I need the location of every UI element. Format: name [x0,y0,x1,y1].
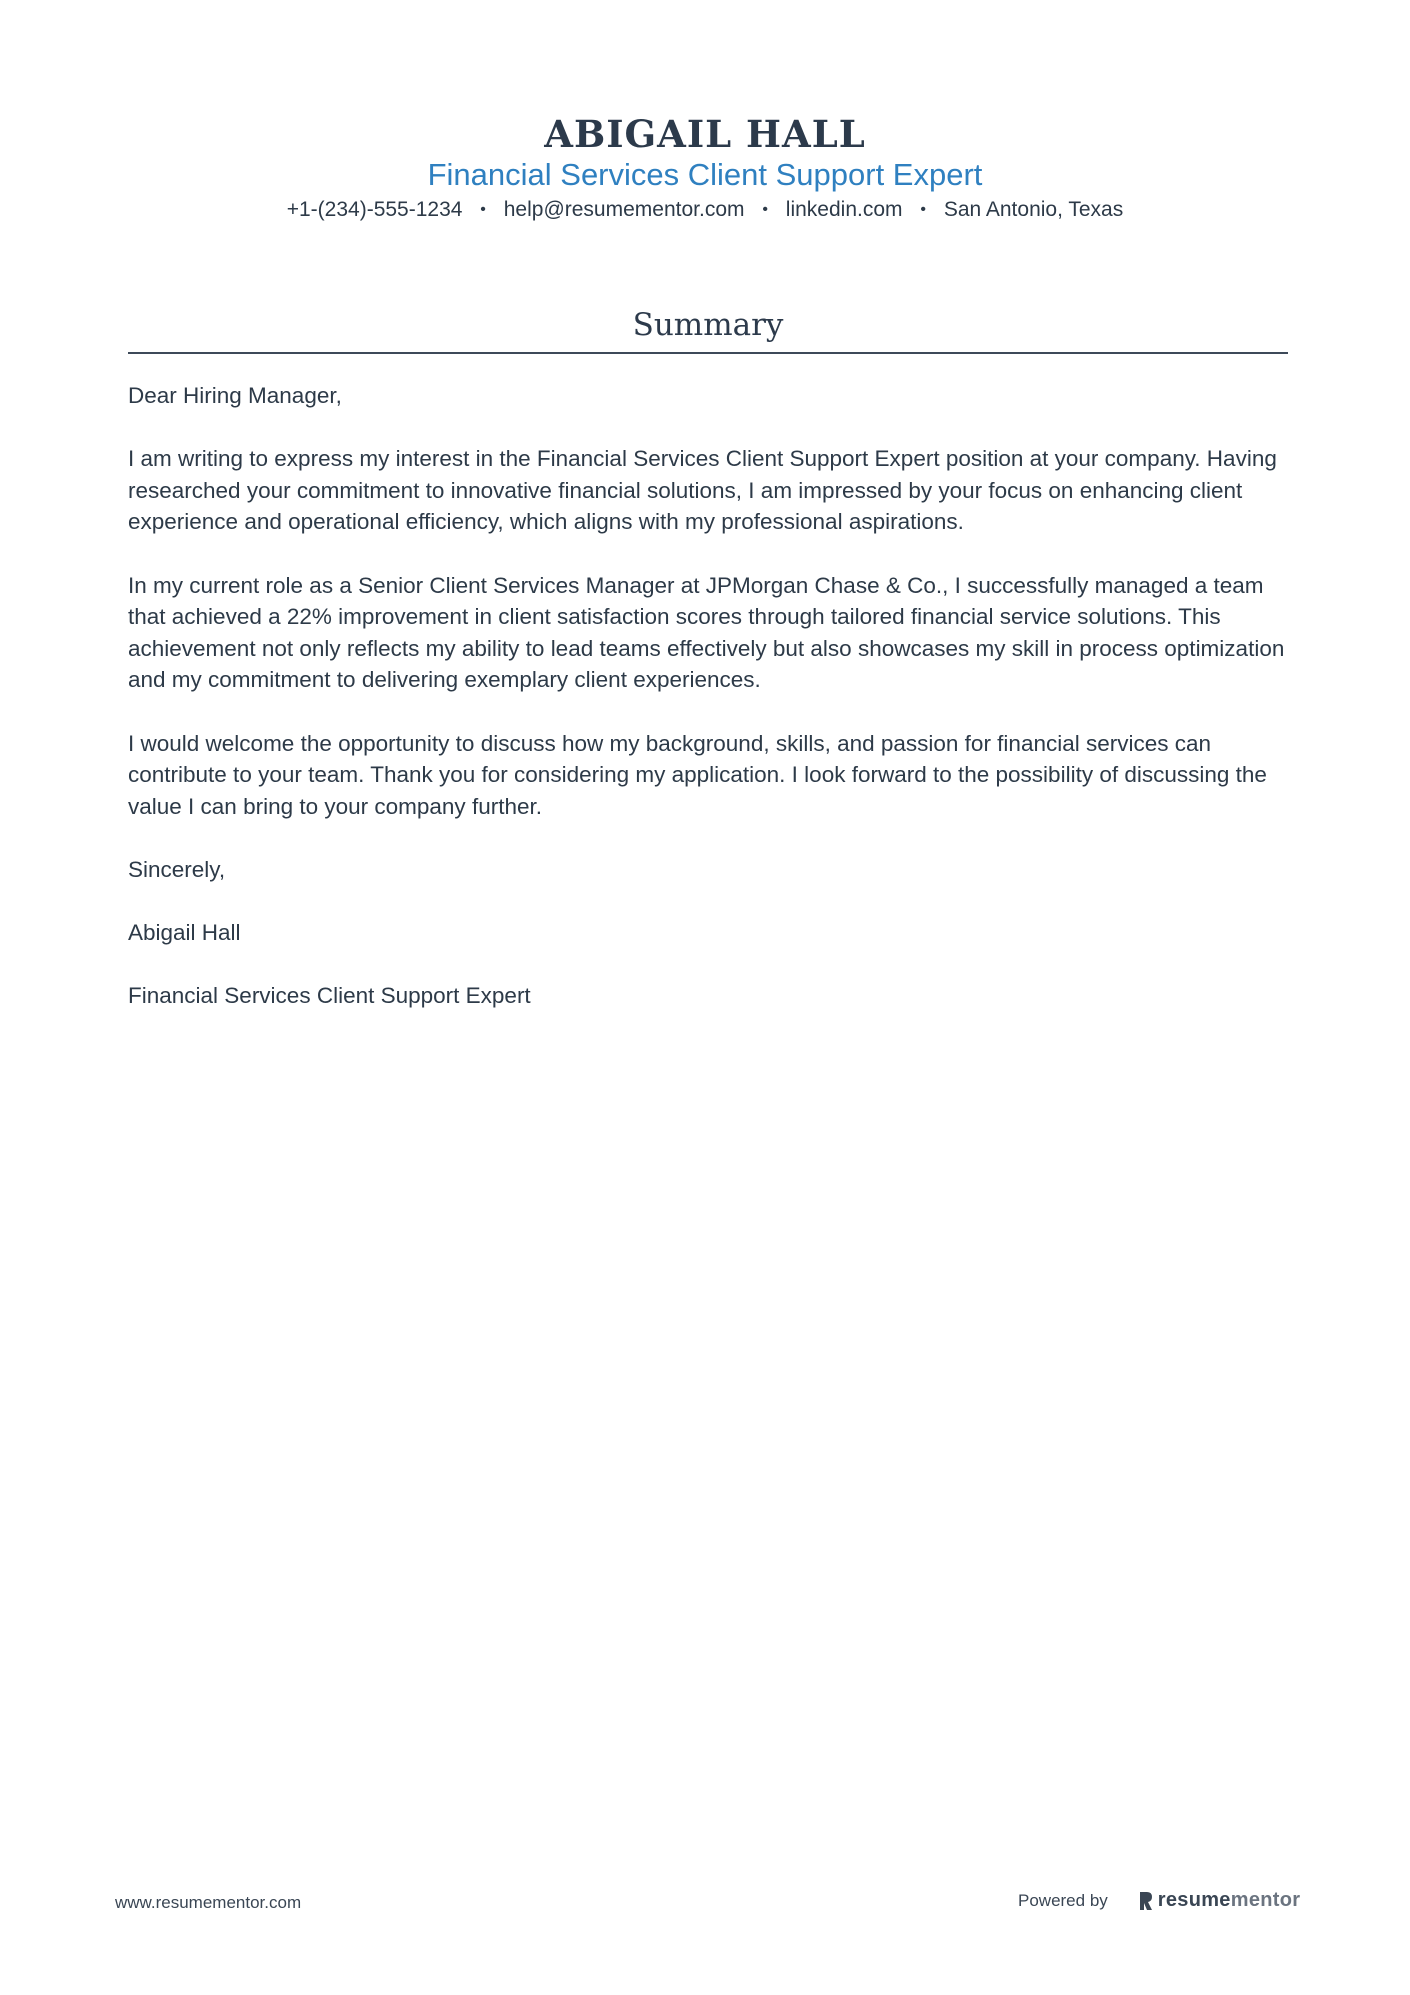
powered-by-label: Powered by [1018,1890,1108,1910]
contact-line [0,196,1410,224]
contact-separator: • [480,201,486,218]
letter-body [128,380,1293,1043]
letter-header [0,112,1410,224]
applicant-title: Financial Services Client Support Expert [427,157,983,192]
signature-title: Financial Services Client Support Expert [128,983,531,1009]
brand-mark-icon [1138,1891,1154,1911]
contact-separator: • [920,201,926,218]
contact-separator: • [762,201,768,218]
closing: Sincerely, [128,856,226,882]
brand-name-part1: resume [1157,1889,1231,1911]
section-divider [128,352,1288,354]
contact-phone: +1-(234)-555-1234 [286,198,463,221]
footer-website[interactable]: www.resumementor.com [115,1893,302,1912]
signature-name: Abigail Hall [128,920,241,946]
footer-branding [1018,1889,1300,1912]
contact-linkedin: linkedin.com [785,198,903,221]
contact-location: San Antonio, Texas [943,198,1124,221]
letter-paragraph-3: I would welcome the opportunity to discuss how my background, skills, and passion for financial services can contribute to your team. Thank you for considering my application. I look forward to the possibility of discussing the value I can bring to your company further. [128,730,1267,819]
letter-paragraph-1: I am writing to express my interest in the Financial Services Client Support Expert position at your company. Having researched your commitment to innovative financial solutions, I am impressed by your focus on enhancing client experience and operational efficiency, which aligns with my professional aspirations. [128,446,1277,535]
section-title-summary: Summary [632,307,784,343]
salutation: Dear Hiring Manager, [128,383,342,408]
brand-name-part2: mentor [1230,1889,1301,1911]
letter-paragraph-2: In my current role as a Senior Client Services Manager at JPMorgan Chase & Co., I successfully managed a team that achieved a 22% improvement in client satisfaction scores through tailored financial service solutions. This achievement not only reflects my ability to lead teams effectively but also showcases my skill in process optimization and my commitment to delivering exemplary client experiences. [128,572,1285,693]
contact-email: help@resumementor.com [503,198,745,221]
brand-logo[interactable] [1138,1889,1301,1912]
applicant-name: ABIGAIL HALL [544,112,866,156]
